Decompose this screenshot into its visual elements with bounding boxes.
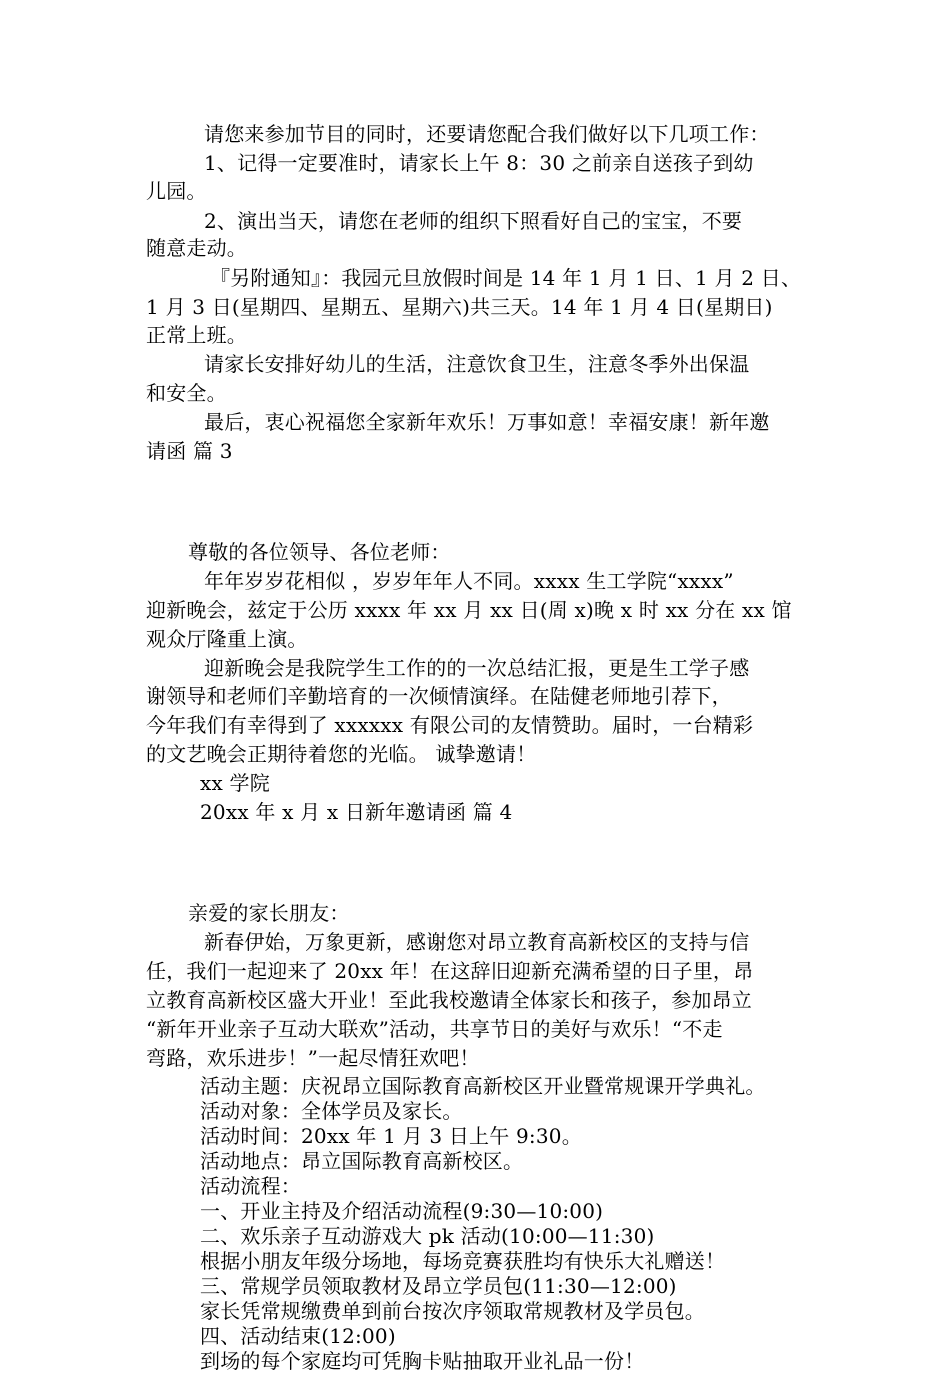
salutation: 尊敬的各位领导、各位老师： bbox=[188, 540, 451, 564]
paragraph-line: 谢领导和老师们辛勤培育的一次倾情演绎。在陆健老师地引荐下， bbox=[146, 684, 732, 708]
activity-item: 家长凭常规缴费单到前台按次序领取常规教材及学员包。 bbox=[200, 1299, 705, 1323]
activity-item: 二、欢乐亲子互动游戏大 pk 活动(10:00—11:30) bbox=[200, 1224, 655, 1248]
activity-item: 根据小朋友年级分场地，每场竞赛获胜均有快乐大礼赠送！ bbox=[200, 1249, 726, 1273]
paragraph-line: 儿园。 bbox=[146, 179, 207, 203]
paragraph-line: 请家长安排好幼儿的生活，注意饮食卫生，注意冬季外出保温 bbox=[204, 352, 750, 376]
paragraph-line: 年年岁岁花相似 ，岁岁年年人不同。xxxx 生工学院“xxxx” bbox=[204, 569, 734, 593]
activity-item: 活动对象：全体学员及家长。 bbox=[200, 1099, 463, 1123]
paragraph-line: 最后，衷心祝福您全家新年欢乐！万事如意！幸福安康！新年邀 bbox=[204, 410, 770, 434]
paragraph-line: 1、记得一定要准时，请家长上午 8：30 之前亲自送孩子到幼 bbox=[204, 151, 754, 175]
activity-item: 一、开业主持及介绍活动流程(9:30—10:00) bbox=[200, 1199, 604, 1223]
activity-item: 活动流程： bbox=[200, 1174, 301, 1198]
activity-item: 活动主题：庆祝昂立国际教育高新校区开业暨常规课开学典礼。 bbox=[200, 1074, 766, 1098]
paragraph-line: 请函 篇 3 bbox=[146, 439, 233, 463]
paragraph-line: 新春伊始，万象更新，感谢您对昂立教育高新校区的支持与信 bbox=[204, 930, 750, 954]
paragraph-line: 随意走动。 bbox=[146, 236, 247, 260]
paragraph-line: 请您来参加节目的同时，还要请您配合我们做好以下几项工作： bbox=[204, 122, 770, 146]
signature-line: xx 学院 bbox=[200, 771, 270, 795]
paragraph-line: 任，我们一起迎来了 20xx 年！在这辞旧迎新充满希望的日子里，昂 bbox=[146, 959, 754, 983]
paragraph-line: “新年开业亲子互动大联欢”活动，共享节日的美好与欢乐！“不走 bbox=[146, 1017, 723, 1041]
paragraph-line: 观众厅隆重上演。 bbox=[146, 627, 308, 651]
paragraph-line: 今年我们有幸得到了 xxxxxx 有限公司的友情赞助。届时，一台精彩 bbox=[146, 713, 754, 737]
paragraph-line: 的文艺晚会正期待着您的光临。 诚挚邀请！ bbox=[146, 742, 537, 766]
paragraph-line: 1 月 3 日(星期四、星期五、星期六)共三天。14 年 1 月 4 日(星期日) bbox=[146, 295, 773, 319]
paragraph-line: 迎新晚会，兹定于公历 xxxx 年 xx 月 xx 日(周 x)晚 x 时 xx 分在 xx 馆 bbox=[146, 598, 792, 622]
activity-item: 三、常规学员领取教材及昂立学员包(11:30—12:00) bbox=[200, 1274, 677, 1298]
activity-item: 活动时间：20xx 年 1 月 3 日上午 9:30。 bbox=[200, 1124, 582, 1148]
paragraph-line: 弯路，欢乐进步！”一起尽情狂欢吧！ bbox=[146, 1046, 480, 1070]
activity-item: 四、活动结束(12:00) bbox=[200, 1324, 396, 1348]
salutation: 亲爱的家长朋友： bbox=[188, 901, 350, 925]
paragraph-line: 和安全。 bbox=[146, 381, 227, 405]
activity-item: 到场的每个家庭均可凭胸卡贴抽取开业礼品一份！ bbox=[200, 1349, 645, 1373]
paragraph-line: 迎新晚会是我院学生工作的的一次总结汇报，更是生工学子感 bbox=[204, 656, 750, 680]
activity-item: 活动地点：昂立国际教育高新校区。 bbox=[200, 1149, 524, 1173]
paragraph-line: 正常上班。 bbox=[146, 323, 247, 347]
date-line: 20xx 年 x 月 x 日新年邀请函 篇 4 bbox=[200, 800, 513, 824]
paragraph-line: 立教育高新校区盛大开业！至此我校邀请全体家长和孩子，参加昂立 bbox=[146, 988, 752, 1012]
paragraph-line: 2、演出当天，请您在老师的组织下照看好自己的宝宝，不要 bbox=[204, 209, 743, 233]
paragraph-line: 『另附通知』：我园元旦放假时间是 14 年 1 月 1 日、1 月 2 日、 bbox=[210, 266, 802, 290]
